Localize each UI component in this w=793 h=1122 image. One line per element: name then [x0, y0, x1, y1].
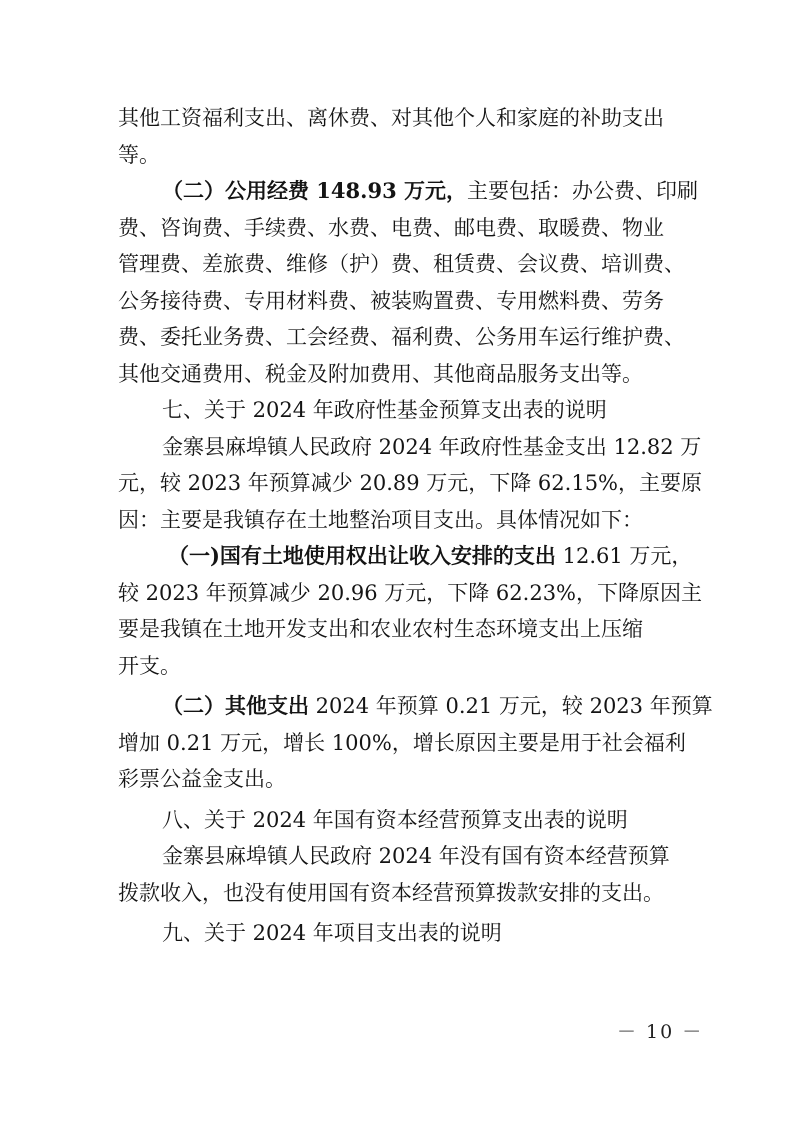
text-line: 增加 0.21 万元，增长 100%，增长原因主要是用于社会福利	[118, 730, 686, 755]
paragraph-land-use-rights	[118, 538, 703, 684]
text-line: 元，较 2023 年预算减少 20.89 万元，下降 62.15%，主要原	[118, 471, 703, 495]
text-line: 金寨县麻埠镇人民政府 2024 年政府性基金支出 12.82 万	[162, 434, 702, 459]
text-line: 其他工资福利支出、离休费、对其他个人和家庭的补助支出	[118, 106, 664, 130]
text-line: 公务接待费、专用材料费、被装购置费、专用燃料费、劳务	[118, 288, 664, 313]
text-line: 其他交通费用、税金及附加费用、其他商品服务支出等。	[118, 361, 643, 386]
section-heading-9	[118, 915, 678, 952]
paragraph-public-expenses	[118, 173, 698, 392]
text-line: 要是我镇在土地开发支出和农业农村生态环境支出上压缩	[118, 617, 643, 641]
section-heading-text: 九、关于 2024 年项目支出表的说明	[162, 921, 502, 945]
text-line: 费、委托业务费、工会经费、福利费、公务用车运行维护费、	[118, 325, 685, 349]
text-line: 较 2023 年预算减少 20.96 万元，下降 62.23%，下降原因主	[118, 580, 703, 605]
document-body	[118, 100, 713, 952]
text-line: 管理费、差旅费、维修（护）费、租赁费、会议费、培训费、	[118, 252, 685, 276]
bold-heading-land-use-rights: （一)国有土地使用权出让收入安排的支出	[168, 543, 556, 568]
text-line: 开支。	[118, 653, 181, 678]
text-line: 彩票公益金支出。	[118, 767, 286, 791]
section-heading-7	[118, 392, 678, 429]
section-heading-text: 八、关于 2024 年国有资本经营预算支出表的说明	[162, 807, 628, 832]
text-line: 金寨县麻埠镇人民政府 2024 年没有国有资本经营预算	[162, 844, 670, 868]
bold-heading-other-expenses: （二）其他支出	[162, 693, 309, 718]
text-line: 拨款收入，也没有使用国有资本经营预算拨款安排的支出。	[118, 880, 664, 905]
text-line: 等。	[118, 142, 160, 167]
paragraph-government-fund	[118, 429, 703, 539]
text-fragment: 12.61 万元，	[555, 544, 693, 568]
paragraph-personnel-expenses-tail	[118, 100, 678, 173]
text-line	[118, 173, 698, 210]
text-line	[118, 538, 693, 575]
paragraph-state-capital	[118, 838, 678, 911]
text-line: 因：主要是我镇存在土地整治项目支出。具体情况如下：	[118, 507, 643, 532]
text-line: 费、咨询费、手续费、水费、电费、邮电费、取暖费、物业	[118, 215, 664, 240]
text-fragment: 主要包括：办公费、印刷	[467, 179, 698, 203]
paragraph-other-expenses	[118, 688, 713, 798]
text-line	[118, 688, 713, 725]
section-heading-8	[118, 802, 678, 839]
section-heading-text: 七、关于 2024 年政府性基金预算支出表的说明	[162, 398, 607, 422]
bold-heading-public-expenses: （二）公用经费 148.93 万元，	[162, 178, 467, 203]
text-fragment: 2024 年预算 0.21 万元，较 2023 年预算	[309, 694, 713, 718]
page-number: － 10 －	[617, 1021, 704, 1043]
